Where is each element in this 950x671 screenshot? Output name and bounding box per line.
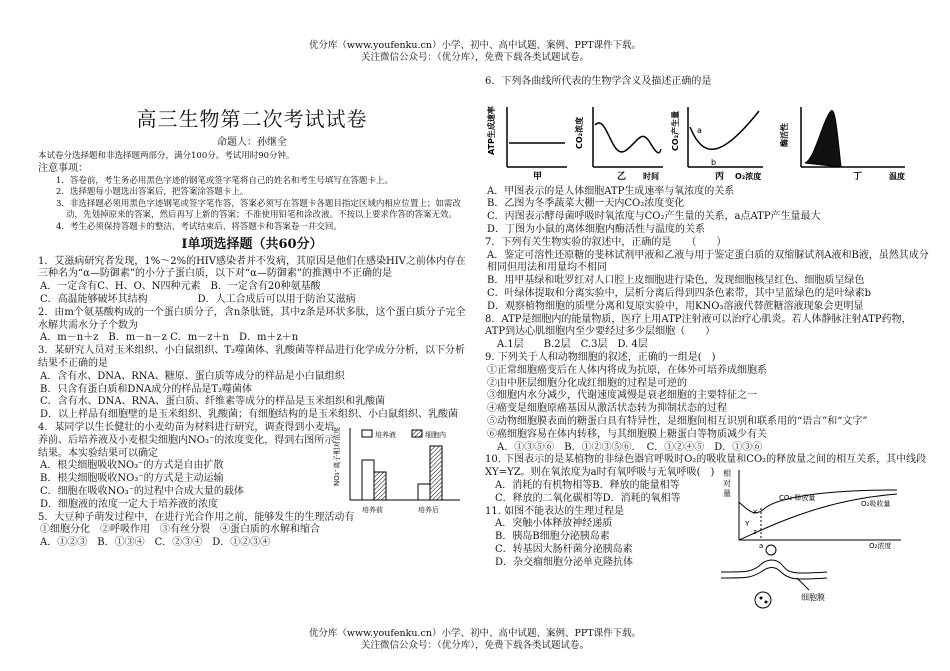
notice-item: 3．非选择题必须用黑色字迹钢笔或签字笔作答，答案必须写在答题卡各题目指定区域内相应位置上；如需改动，先划掉原来的答案，然后再写上新的答案；不准使用铅笔和涂改液。不按以上要求作答的答案无效。 <box>56 198 461 221</box>
question-option: B．胰岛B细胞分泌胰岛素 <box>495 531 610 543</box>
q10-o2-label: O₂吸收量 <box>861 499 891 508</box>
exam-intro: 本试卷分选择题和非选择题两部分，满分100分。考试用时90分钟。 <box>38 151 295 162</box>
question-option: B．乙图为冬季蔬菜大棚一天内CO₂浓度变化 <box>487 198 685 210</box>
question-9-stem: 9. 下列关于人和动物细胞的叙述，正确的一组是( ) <box>485 351 716 363</box>
question-2 <box>38 307 466 345</box>
question-option: D．丁图为小鼠的离体细胞内酶活性与温度的关系 <box>487 223 706 235</box>
question-stem: 5．大豆种子萌发过程中，在进行光合作用之前，能够发生的生理活动有 <box>38 511 355 523</box>
yi-ylabel: CO₂浓度 <box>575 116 584 149</box>
q10-x-point: x <box>753 507 758 516</box>
bar-after-cell <box>430 446 442 500</box>
ding-curve <box>805 110 841 166</box>
question-10-stem: 10. 下图表示的是某植物的非绿色器官呼吸时O₂的吸收量和CO₂的释放量之间的相互关系，其中线段XY=YZ。则在氧浓度为a时有氧呼吸与无氧呼吸( ) <box>485 454 927 479</box>
question-option: C．高温能够破坏其结构 D．人工合成后可以用于防治艾滋病 <box>40 294 356 306</box>
bing-label: 丙 <box>715 171 725 182</box>
question-option: A．m－n＋z B．m－n－z C．m－z＋n D．m＋z＋n <box>40 332 299 344</box>
chart-ylabel: NO₃⁻离子相对浓度 <box>333 426 341 486</box>
legend-swatch-medium <box>362 430 372 437</box>
q6-curve-graphs <box>485 89 930 181</box>
no3-bar-chart <box>334 424 464 516</box>
question-5 <box>38 512 466 550</box>
question-item: ①正常细胞癌变后在人体内将成为抗原，在体外可培养成细胞系 <box>487 364 767 376</box>
category-before: 培养前 <box>362 505 383 514</box>
q11-exocytosis-figure <box>717 538 837 618</box>
question-item: ⑤动物细胞膜表面的糖蛋白具有特异性，是细胞间相互识别和联系用的“语言”和“文字” <box>487 415 868 427</box>
jia-label: 甲 <box>533 171 543 182</box>
q10-a-point: a <box>759 541 764 550</box>
question-option: A．突触小体释放神经递质 <box>495 518 613 530</box>
q10-ylabel-1: 相 <box>723 468 731 478</box>
question-option: A．①③⑤⑥ B．①②③⑤⑥． C．①②④⑤ D．①③⑥ <box>497 441 763 453</box>
question-option: D．杂交瘤细胞分泌单克隆抗体 <box>495 556 634 568</box>
q11-released-vesicle <box>766 545 776 555</box>
question-item: ③细胞内水分减少，代谢速度减慢是衰老细胞的主要特征之一 <box>487 390 757 402</box>
yi-xlabel: 时间 <box>643 171 659 181</box>
bing-xlabel: O₂浓度 <box>735 171 762 181</box>
question-option: B．根尖细胞吸收NO₃⁻的方式是主动运输 <box>40 473 224 485</box>
footer-line-1: 优分库（www.youfenku.cn）小学、初中、高中试题、案例、PPT课件下载。 <box>308 628 642 639</box>
notice-item: 2．选择题每小题选出答案后，把答案涂答题卡上。 <box>56 187 249 198</box>
question-stem: 2．由m个氨基酸构成的一个蛋白质分子，含n条肽链，其中z条是环状多肽，这个蛋白质分子完全水解共需水分子个数为 <box>38 306 466 331</box>
q10-ylabel-2: 对 <box>723 478 731 488</box>
header-line-2: 关注微信公众号：（优分库），免费下载各类试题试卷。 <box>360 52 589 64</box>
q11-vesicle <box>755 592 771 608</box>
question-option: A．鉴定可溶性还原糖的斐林试剂甲液和乙液与用于鉴定蛋白质的双缩脲试剂A液和B液，虽然其成分相同但用法和用量均不相同 <box>487 249 929 274</box>
ding-xlabel: 温度 <box>889 171 905 181</box>
yi-curve <box>595 123 661 153</box>
q10-co2-label: CO₂ 释放量 <box>779 493 816 502</box>
question-3 <box>38 345 466 422</box>
bar-before-cell <box>374 472 386 500</box>
question-item: ⑥癌细胞容易在体内转移，与其细胞膜上糖蛋白等物质减少有关 <box>487 428 767 440</box>
question-option: A．消耗的有机物相等B．释放的能量相等 <box>495 479 680 491</box>
question-option: A．含有水、DNA、RNA、糖原、蛋白质等成分的样品是小白鼠组织 <box>40 370 345 382</box>
legend-swatch-cell <box>412 430 422 437</box>
footer-line-2: 关注微信公众号：（优分库），免费下载各类试题试卷。 <box>360 640 589 652</box>
yi-label: 乙 <box>617 171 627 182</box>
notice-item: 1．答卷前，考生务必用黑色字迹的钢笔或签字笔将自己的姓名和考生号填写在答题卡上。 <box>56 175 393 186</box>
category-after: 培养后 <box>418 505 439 514</box>
question-stem: 1．艾滋病研究者发现，1%～2%的HIV感染者并不发病，其原因是他们在感染HIV之前体内存在三种名为“α—防御素”的小分子蛋白质，以下对“α—防御素”的推测中不正确的是 <box>38 255 466 280</box>
question-option: C．叶绿体提取和分离实验中，层析分离后得到四条色素带，其中呈蓝绿色的是叶绿素b <box>487 287 872 299</box>
q10-xlabel: O₂浓度 <box>869 541 892 550</box>
q11-pointer <box>797 578 809 590</box>
bar-before-medium <box>362 460 374 500</box>
notice-list <box>38 176 466 233</box>
question-option: A．根尖细胞吸收NO₃⁻的方式是自由扩散 <box>40 460 224 472</box>
section-title: Ⅰ单项选择题（共60分） <box>181 237 323 252</box>
ding-ylabel: 酶活性 <box>780 122 789 147</box>
ding-label: 丁 <box>853 171 863 182</box>
legend-cell: 细胞内 <box>425 430 446 439</box>
question-option: A.1层 B.2层 C.3层 D. 4层 <box>497 339 648 351</box>
question-8-stem: 8．ATP是细胞内的能量物质，医疗上用ATP注射液可以治疗心肌炎。若人体静脉注射ATP药物，ATP到达心肌细胞内至少要经过多少层细胞（ ） <box>485 313 912 338</box>
jia-ylabel: ATP生成速率 <box>487 105 496 155</box>
question-option: A．一定含有C、H、O、N四种元素 B．一定含有20种氨基酸 <box>40 281 321 293</box>
question-4 <box>38 422 466 512</box>
question-11-stem: 11. 如图不能表达的生理过程是 <box>485 505 625 517</box>
page-footer <box>0 628 950 652</box>
question-option: D．细胞液的浓度一定大于培养液的浓度 <box>40 498 219 510</box>
question-option: B．用甲基绿和吡罗红对人口腔上皮细胞进行染色，发现细胞核呈红色、细胞质呈绿色 <box>487 275 865 287</box>
question-option: C．释放的二氧化碳相等D．消耗的氧相等 <box>495 492 681 504</box>
question-option: A．甲图表示的是人体细胞ATP生成速率与氧浓度的关系 <box>487 185 735 197</box>
question-option: A．①②③ B．①③④ C．②③④ D．①②③④ <box>40 537 271 549</box>
question-10-body <box>485 468 930 602</box>
left-column <box>38 97 466 550</box>
question-1 <box>38 256 466 307</box>
q11-membrane-line <box>721 560 827 573</box>
question-option: ①细胞分化 ②呼吸作用 ③有丝分裂 ④蛋白质的水解和缩合 <box>40 524 320 536</box>
question-item: ④癌变是细胞原癌基因从激活状态转为抑制状态的过程 <box>487 403 727 415</box>
question-option: C．含有水、DNA、RNA、蛋白质、纤维素等成分的样品是玉米组织和乳酸菌 <box>40 396 386 408</box>
exam-author: 命题人：孙继全 <box>217 136 287 148</box>
question-option: B．只含有蛋白质和DNA成分的样品是T₂噬菌体 <box>40 383 253 395</box>
bing-ylabel: CO₂产生量 <box>671 110 680 151</box>
question-stem: 3．某研究人员对玉米组织、小白鼠组织、T₂噬菌体、乳酸菌等样品进行化学成分分析，以下分析结果不正确的是 <box>38 345 466 369</box>
bar-after-medium <box>418 484 430 500</box>
question-option: D．观察植物细胞的质壁分离和复原实验中，用KNO₃溶液代替蔗糖溶液现象会更明显 <box>487 300 864 312</box>
q11-membrane-label: 细胞膜 <box>801 592 825 602</box>
question-option: C．细胞在吸收NO₃⁻的过程中合成大量的载体 <box>40 485 244 497</box>
question-option: C．转基因大肠杆菌分泌胰岛素 <box>495 543 633 555</box>
question-7-stem: 7．下列有关生物实验的叙述中，正确的是 （ ） <box>485 236 727 248</box>
right-column <box>485 76 930 602</box>
notice-item: 4．考生必须保持答题卡的整洁，考试结束后，将答题卡和答案卷一并交回。 <box>56 221 342 232</box>
question-stem: 4．某同学以生长健壮的小麦幼苗为材料进行研究，调查得到小麦培养前、后培养液及小麦根尖细胞内NO₃⁻的浓度变化，得到右图所示结果。本实验结果可以确定 <box>38 421 335 459</box>
question-6-stem: 6．下列各曲线所代表的生物学含义及描述正确的是 <box>485 76 712 87</box>
notice-title: 注意事项： <box>38 162 88 174</box>
q10-z-point: z <box>753 527 757 536</box>
page-header <box>0 40 950 64</box>
question-option: D．以上样品有细胞壁的是玉米组织、乳酸菌；有细胞结构的是玉米组织、小白鼠组织、乳酸菌 <box>40 409 459 421</box>
q10-y-point: Y <box>745 519 750 528</box>
legend-medium: 培养液 <box>375 430 396 439</box>
bing-point-b: b <box>711 157 717 167</box>
header-line-1: 优分库（www.youfenku.cn）小学、初中、高中试题、案例、PPT课件下载。 <box>308 40 642 51</box>
question-option: C．丙图表示酵母菌呼吸时氧浓度与CO₂产生量的关系，a点ATP产生量最大 <box>487 211 821 223</box>
bing-point-a: a <box>697 125 702 135</box>
exam-title: 高三生物第二次考试试卷 <box>136 107 368 131</box>
question-item: ②由中胚层细胞分化成红细胞的过程是可逆的 <box>487 377 687 389</box>
q10-ylabel-3: 量 <box>723 488 731 498</box>
